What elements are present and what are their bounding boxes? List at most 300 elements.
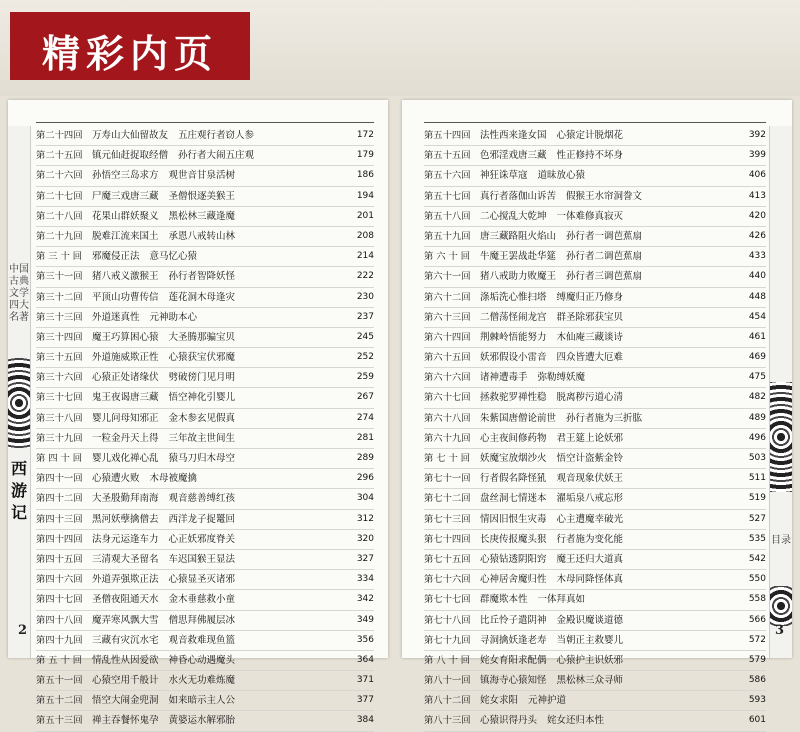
chapter-page: 179	[356, 150, 374, 161]
chapter-title-first: 法身元运逢车力	[92, 533, 159, 545]
chapter-title	[480, 288, 738, 307]
banner-title-box	[10, 12, 250, 80]
chapter-title	[480, 590, 738, 609]
chapter-page: 230	[356, 291, 374, 302]
page-number: 2	[18, 623, 28, 638]
chapter-page: 312	[356, 513, 374, 524]
top-rule	[424, 122, 766, 123]
chapter-title-second: 孙行者大闹五庄观	[178, 150, 255, 162]
section-vertical-label: 目录	[771, 535, 791, 546]
chapter-title	[480, 267, 738, 286]
chapter-title-first: 鬼王夜谒唐三藏	[92, 392, 159, 404]
chapter-title-first: 神狂诛草寇	[480, 170, 528, 182]
toc-entry	[36, 631, 374, 651]
chapter-title-second: 孙行者一调芭蕉扇	[566, 230, 643, 242]
chapter-title-first: 心主夜间修药物	[480, 432, 547, 444]
toc-entry	[36, 489, 374, 509]
chapter-title-second: 猿马刀归木母空	[168, 453, 236, 464]
chapter-title-second: 心猿获宝伏邪魔	[168, 352, 236, 364]
chapter-title-second: 木仙庵三藏谈诗	[556, 331, 624, 343]
series-vertical-text: 中国古典文学四大名著	[9, 264, 29, 323]
toc-entry	[36, 469, 374, 489]
chapter-page: 281	[356, 432, 374, 443]
banner	[0, 0, 800, 96]
chapter-title-second: 黑松林三藏逢魔	[168, 210, 236, 222]
chapter-page: 384	[356, 715, 374, 726]
chapter-number: 第六十二回	[424, 291, 471, 303]
book-title-vertical: 西游记	[10, 459, 27, 522]
toc-entry	[424, 691, 766, 711]
chapter-page: 469	[748, 352, 766, 363]
chapter-page: 377	[356, 695, 374, 706]
chapter-title-first: 诸神遭毒手	[480, 372, 528, 384]
chapter-page: 320	[356, 533, 374, 544]
page-number: 3	[774, 623, 784, 638]
chapter-title-first: 行者假名降怪犼	[480, 473, 547, 485]
chapter-page: 342	[356, 594, 374, 605]
chapter-title	[92, 409, 346, 428]
chapter-title-second: 莲花洞木母逢灾	[168, 291, 236, 303]
chapter-number: 第六十七回	[424, 392, 471, 404]
chapter-title-second: 劈破傍门见月明	[168, 372, 236, 384]
chapter-number: 第七十四回	[424, 533, 471, 545]
chapter-title-second: 神昏心动遇魔头	[168, 654, 236, 666]
chapter-title-second: 当朝正主救婴儿	[556, 634, 624, 646]
chapter-title-first: 情乱性从因爱欲	[92, 654, 159, 666]
chapter-page: 496	[748, 432, 766, 443]
chapter-page: 482	[748, 392, 766, 403]
chapter-title	[480, 308, 738, 327]
chapter-number: 第七十八回	[424, 614, 471, 626]
chapter-number: 第三十五回	[36, 352, 83, 364]
chapter-title-first: 一粒金丹天上得	[92, 432, 159, 444]
chapter-number: 第七十六回	[424, 574, 471, 586]
chapter-title	[92, 671, 346, 690]
chapter-title-first: 情因旧恨生灾毒	[480, 513, 547, 525]
toc-entry	[36, 510, 374, 530]
chapter-page: 503	[748, 453, 766, 463]
chapter-number: 第四十二回	[36, 493, 83, 505]
toc-entry	[424, 348, 766, 368]
chapter-number: 第四十八回	[36, 614, 83, 626]
chapter-number: 第二十五回	[36, 150, 83, 162]
chapter-title-second: 姹女还归本性	[547, 715, 605, 727]
right-page	[402, 100, 792, 727]
chapter-title	[92, 267, 346, 286]
toc-entry	[424, 469, 766, 489]
chapter-title	[92, 691, 346, 710]
chapter-number: 第四十四回	[36, 533, 83, 545]
chapter-title	[480, 146, 738, 165]
toc-entry	[424, 570, 766, 590]
chapter-number: 第 三 十 回	[36, 251, 83, 263]
toc-entry	[424, 409, 766, 429]
chapter-title	[92, 489, 346, 508]
chapter-title-first: 真行者落伽山诉苦	[480, 190, 557, 202]
chapter-page: 208	[356, 230, 374, 241]
chapter-number: 第三十一回	[36, 271, 83, 283]
chapter-title	[92, 146, 346, 165]
chapter-title-second: 弥勒缚妖魔	[537, 372, 586, 384]
toc-entry	[424, 611, 766, 631]
chapter-number: 第六十九回	[424, 432, 471, 444]
chapter-title-first: 万寿山大仙留故友	[92, 130, 169, 141]
chapter-title-second: 承恩八戒转山林	[168, 230, 236, 242]
chapter-number: 第四十七回	[36, 594, 83, 606]
chapter-page: 519	[748, 493, 766, 504]
chapter-number: 第八十三回	[424, 715, 471, 727]
toc-entry	[36, 126, 374, 146]
chapter-title-first: 大圣殷勤拜南海	[92, 493, 159, 505]
chapter-title-second: 元神护道	[528, 695, 567, 707]
chapter-title-second: 意马忆心猿	[149, 251, 198, 263]
chapter-title	[92, 388, 346, 407]
chapter-number: 第六十三回	[424, 311, 471, 323]
chapter-number: 第六十八回	[424, 412, 471, 424]
chapter-page: 259	[356, 372, 374, 383]
chapter-number: 第三十九回	[36, 432, 83, 444]
toc-entry	[36, 368, 374, 388]
chapter-title-second: 三年故主世间生	[168, 432, 236, 444]
chapter-number: 第二十六回	[36, 170, 83, 182]
chapter-title-first: 寻洞擒妖逢老寿	[480, 634, 547, 646]
toc-entry	[36, 550, 374, 570]
toc-entry	[36, 328, 374, 348]
chapter-title	[480, 328, 738, 347]
chapter-page: 349	[356, 614, 374, 625]
chapter-number: 第 八 十 回	[424, 654, 471, 666]
chapter-title-second: 心猿显圣灭诸邪	[168, 574, 236, 586]
toc-entry	[424, 530, 766, 550]
chapter-title	[480, 429, 738, 448]
chapter-page: 334	[356, 574, 374, 585]
chapter-title-first: 心猿正处诸缘伏	[92, 372, 159, 384]
chapter-page: 392	[748, 130, 766, 140]
toc-entry	[424, 510, 766, 530]
chapter-page: 267	[356, 392, 374, 403]
chapter-number: 第三十四回	[36, 331, 83, 343]
chapter-title-first: 黑河妖孽擒僧去	[92, 513, 159, 525]
toc-entry	[36, 187, 374, 207]
chapter-page: 527	[748, 513, 766, 524]
chapter-title	[480, 207, 738, 226]
chapter-title-first: 圣僧夜阻通天水	[92, 594, 159, 606]
chapter-title-first: 心猿识得丹头	[480, 715, 538, 727]
chapter-title	[92, 328, 346, 347]
toc-entry	[36, 691, 374, 711]
chapter-title-second: 孙行者二调芭蕉扇	[566, 251, 643, 263]
chapter-title-second: 魔王还归大道真	[556, 553, 624, 565]
chapter-title-second: 一体难修真寂灭	[556, 210, 624, 222]
chapter-title-first: 外道弄强欺正法	[92, 574, 159, 586]
chapter-number: 第 七 十 回	[424, 453, 471, 464]
chapter-page: 433	[748, 251, 766, 262]
toc-entry	[424, 631, 766, 651]
chapter-title	[480, 449, 738, 468]
chapter-title-first: 心猿钻透阴阳窍	[480, 553, 547, 565]
toc-entry	[36, 308, 374, 328]
chapter-number: 第七十一回	[424, 473, 471, 485]
chapter-title	[480, 671, 738, 690]
chapter-title	[92, 308, 346, 327]
chapter-title	[480, 469, 738, 488]
chapter-title-first: 花果山群妖聚义	[92, 210, 159, 222]
chapter-title	[92, 187, 346, 206]
chapter-title-first: 长庚传报魔头狠	[480, 533, 547, 545]
chapter-title-first: 妖魔宝放烟沙火	[480, 453, 547, 464]
chapter-title-first: 荆棘岭悟能努力	[480, 331, 547, 343]
toc-entry	[424, 267, 766, 287]
toc-entry	[424, 207, 766, 227]
chapter-number: 第 六 十 回	[424, 251, 471, 263]
chapter-title-first: 脱难江流来国土	[92, 230, 159, 242]
chapter-title-second: 观音救难现鱼篮	[168, 634, 236, 646]
chapter-title	[92, 126, 346, 145]
chapter-title-first: 魔弄寒风飘大雪	[92, 614, 159, 626]
chapter-page: 454	[748, 311, 766, 322]
chapter-title	[480, 187, 738, 206]
chapter-title-second: 悟空神化引婴儿	[168, 392, 236, 404]
chapter-title-first: 群魔欺本性	[480, 594, 528, 606]
chapter-title	[480, 651, 738, 670]
chapter-title-second: 车迟国猴王显法	[168, 553, 236, 565]
chapter-title-first: 唐三藏路阻火焰山	[480, 230, 557, 242]
chapter-page: 461	[748, 331, 766, 342]
chapter-title-second: 心猿定计脱烟花	[556, 130, 624, 141]
chapter-title-first: 外道迷真性	[92, 311, 140, 323]
toc-entry	[36, 570, 374, 590]
chapter-number: 第七十三回	[424, 513, 471, 525]
chapter-title	[480, 530, 738, 549]
chapter-title	[92, 469, 346, 488]
chapter-page: 371	[356, 675, 374, 686]
chapter-title-first: 朱紫国唐僧论前世	[480, 412, 557, 424]
chapter-title	[480, 166, 738, 185]
chapter-title-first: 法性西来逢女国	[480, 130, 547, 141]
chapter-title-second: 心猿护主识妖邪	[556, 654, 624, 666]
toc-entry	[424, 388, 766, 408]
chapter-page: 489	[748, 412, 766, 423]
chapter-title-second: 观世音甘泉活树	[168, 170, 236, 182]
chapter-title-second: 心正妖邪度脊关	[168, 533, 236, 545]
left-side-strip	[8, 126, 31, 658]
chapter-page: 579	[748, 654, 766, 665]
chapter-title-second: 木母同降怪体真	[556, 574, 624, 586]
decorative-pattern	[8, 358, 30, 448]
chapter-title	[92, 631, 346, 650]
chapter-title-second: 悟空计盗紫金铃	[556, 453, 624, 464]
chapter-page: 245	[356, 331, 374, 342]
chapter-title-first: 三清观大圣留名	[92, 553, 159, 565]
chapter-title-second: 如来暗示主人公	[168, 695, 236, 707]
chapter-page: 440	[748, 271, 766, 282]
chapter-number: 第四十五回	[36, 553, 83, 565]
chapter-number: 第四十九回	[36, 634, 83, 646]
chapter-title-second: 心主遭魔幸破光	[556, 513, 624, 525]
chapter-title	[92, 227, 346, 246]
chapter-title-second: 群圣除邪获宝贝	[556, 311, 624, 323]
chapter-number: 第七十九回	[424, 634, 471, 646]
chapter-number: 第三十六回	[36, 372, 83, 384]
toc-entry	[36, 429, 374, 449]
banner-title: 精彩内页	[41, 32, 218, 76]
chapter-title-second: 大圣腾那骗宝贝	[168, 331, 236, 343]
toc-entry	[424, 368, 766, 388]
chapter-title-first: 婴儿戏化禅心乱	[92, 453, 159, 464]
toc-entry	[36, 166, 374, 186]
toc-entry	[424, 489, 766, 509]
chapter-title-second: 元神助本心	[149, 311, 198, 323]
toc-entry	[36, 409, 374, 429]
decorative-pattern	[770, 586, 792, 626]
chapter-title-first: 猪八戒义激猴王	[92, 271, 159, 283]
chapter-title-second: 黑松林三众寻师	[556, 675, 624, 687]
chapter-title-first: 二僧荡怪闹龙宫	[480, 311, 547, 323]
chapter-title-second: 孙行者智降妖怪	[168, 271, 236, 283]
toc-entry	[424, 288, 766, 308]
chapter-title-second: 濯垢泉八戒忘形	[556, 493, 624, 505]
chapter-page: 327	[356, 553, 374, 564]
chapter-page: 420	[748, 210, 766, 221]
chapter-title-second: 道昧放心猿	[537, 170, 586, 182]
chapter-number: 第二十四回	[36, 130, 83, 141]
chapter-title-first: 平顶山功曹传信	[92, 291, 159, 303]
chapter-title-first: 涤垢洗心惟扫塔	[480, 291, 547, 303]
chapter-page: 296	[356, 473, 374, 484]
chapter-number: 第五十四回	[424, 130, 471, 141]
toc-entry	[424, 328, 766, 348]
toc-entry	[36, 227, 374, 247]
chapter-title	[480, 631, 738, 650]
toc-entry	[424, 187, 766, 207]
toc-entry	[424, 550, 766, 570]
chapter-page: 186	[356, 170, 374, 181]
toc-list-left	[36, 126, 374, 732]
toc-entry	[36, 207, 374, 227]
chapter-title-first: 色邪淫戏唐三藏	[480, 150, 547, 162]
chapter-title	[92, 550, 346, 569]
chapter-number: 第二十七回	[36, 190, 83, 202]
decorative-pattern	[770, 382, 792, 492]
chapter-title	[92, 429, 346, 448]
toc-entry	[424, 247, 766, 267]
chapter-page: 201	[356, 210, 374, 221]
chapter-page: 237	[356, 311, 374, 322]
chapter-title-second: 行者施为变化能	[556, 533, 624, 545]
toc-entry	[424, 146, 766, 166]
chapter-title-first: 尸魔三戏唐三藏	[92, 190, 159, 202]
chapter-title-first: 姹女育阳求配偶	[480, 654, 547, 666]
chapter-number: 第七十二回	[424, 493, 471, 505]
chapter-number: 第五十五回	[424, 150, 471, 162]
toc-entry	[424, 590, 766, 610]
chapter-title-second: 黄婆运水解邪胎	[168, 715, 236, 727]
chapter-title-second: 僧思拜佛履层冰	[168, 614, 236, 626]
toc-list-right	[424, 126, 766, 732]
toc-entry	[36, 671, 374, 691]
chapter-page: 586	[748, 675, 766, 686]
chapter-title-first: 悟空大闹金兜洞	[92, 695, 159, 707]
chapter-title	[480, 510, 738, 529]
toc-entry	[36, 288, 374, 308]
chapter-title	[480, 711, 738, 730]
toc-entry	[36, 711, 374, 731]
chapter-page: 304	[356, 493, 374, 504]
chapter-number: 第四十三回	[36, 513, 83, 525]
chapter-title-first: 妖邪假设小雷音	[480, 352, 547, 364]
chapter-title-first: 比丘怜子遣阴神	[480, 614, 547, 626]
chapter-title	[480, 570, 738, 589]
chapter-page: 550	[748, 574, 766, 585]
toc-entry	[424, 671, 766, 691]
chapter-title-first: 牛魔王罢战赴华筵	[480, 251, 557, 263]
toc-entry	[36, 590, 374, 610]
chapter-title	[92, 590, 346, 609]
chapter-page: 289	[356, 453, 374, 463]
chapter-title	[480, 126, 738, 145]
chapter-title-second: 性正修持不坏身	[556, 150, 624, 162]
chapter-number: 第四十六回	[36, 574, 83, 586]
chapter-title-second: 孙行者三调芭蕉扇	[566, 271, 643, 283]
chapter-title	[480, 489, 738, 508]
chapter-page: 194	[356, 190, 374, 201]
chapter-number: 第五十三回	[36, 715, 83, 727]
chapter-title	[480, 368, 738, 387]
toc-entry	[424, 227, 766, 247]
chapter-page: 558	[748, 594, 766, 605]
chapter-number: 第八十二回	[424, 695, 471, 707]
chapter-page: 222	[356, 271, 374, 282]
toc-entry	[424, 449, 766, 469]
chapter-number: 第五十七回	[424, 190, 471, 202]
left-page	[8, 100, 388, 727]
chapter-title-first: 孙悟空三岛求方	[92, 170, 159, 182]
chapter-number: 第三十三回	[36, 311, 83, 323]
chapter-title-second: 水火无功难炼魔	[168, 675, 236, 687]
chapter-title	[92, 510, 346, 529]
chapter-page: 252	[356, 352, 374, 363]
chapter-title	[92, 449, 346, 468]
chapter-title-first: 三藏有灾沉水宅	[92, 634, 159, 646]
chapter-number: 第七十五回	[424, 553, 471, 565]
chapter-title-second: 西洋龙子捉鼍回	[168, 513, 236, 525]
chapter-title	[480, 348, 738, 367]
chapter-page: 426	[748, 230, 766, 241]
toc-entry	[424, 651, 766, 671]
toc-entry	[36, 388, 374, 408]
chapter-page: 535	[748, 533, 766, 544]
toc-entry	[36, 449, 374, 469]
chapter-title-first: 邪魔侵正法	[92, 251, 140, 263]
chapter-title-first: 猪八戒助力败魔王	[480, 271, 557, 283]
toc-entry	[424, 166, 766, 186]
chapter-title-first: 姹女求阳	[480, 695, 519, 707]
chapter-title	[480, 227, 738, 246]
chapter-number: 第六十六回	[424, 372, 471, 384]
chapter-title-first: 拯救驼罗禅性稳	[480, 392, 547, 404]
chapter-number: 第六十五回	[424, 352, 471, 364]
top-rule	[36, 122, 374, 123]
chapter-number: 第二十八回	[36, 210, 83, 222]
chapter-title-second: 观音慈善缚红孩	[168, 493, 236, 505]
toc-entry	[36, 348, 374, 368]
chapter-title-first: 心猿空用千般计	[92, 675, 159, 687]
chapter-title-first: 盘丝洞七情迷本	[480, 493, 547, 505]
toc-entry	[36, 611, 374, 631]
chapter-title	[92, 207, 346, 226]
chapter-page: 406	[748, 170, 766, 181]
chapter-title-second: 假猴王水帘洞誊文	[566, 190, 643, 202]
